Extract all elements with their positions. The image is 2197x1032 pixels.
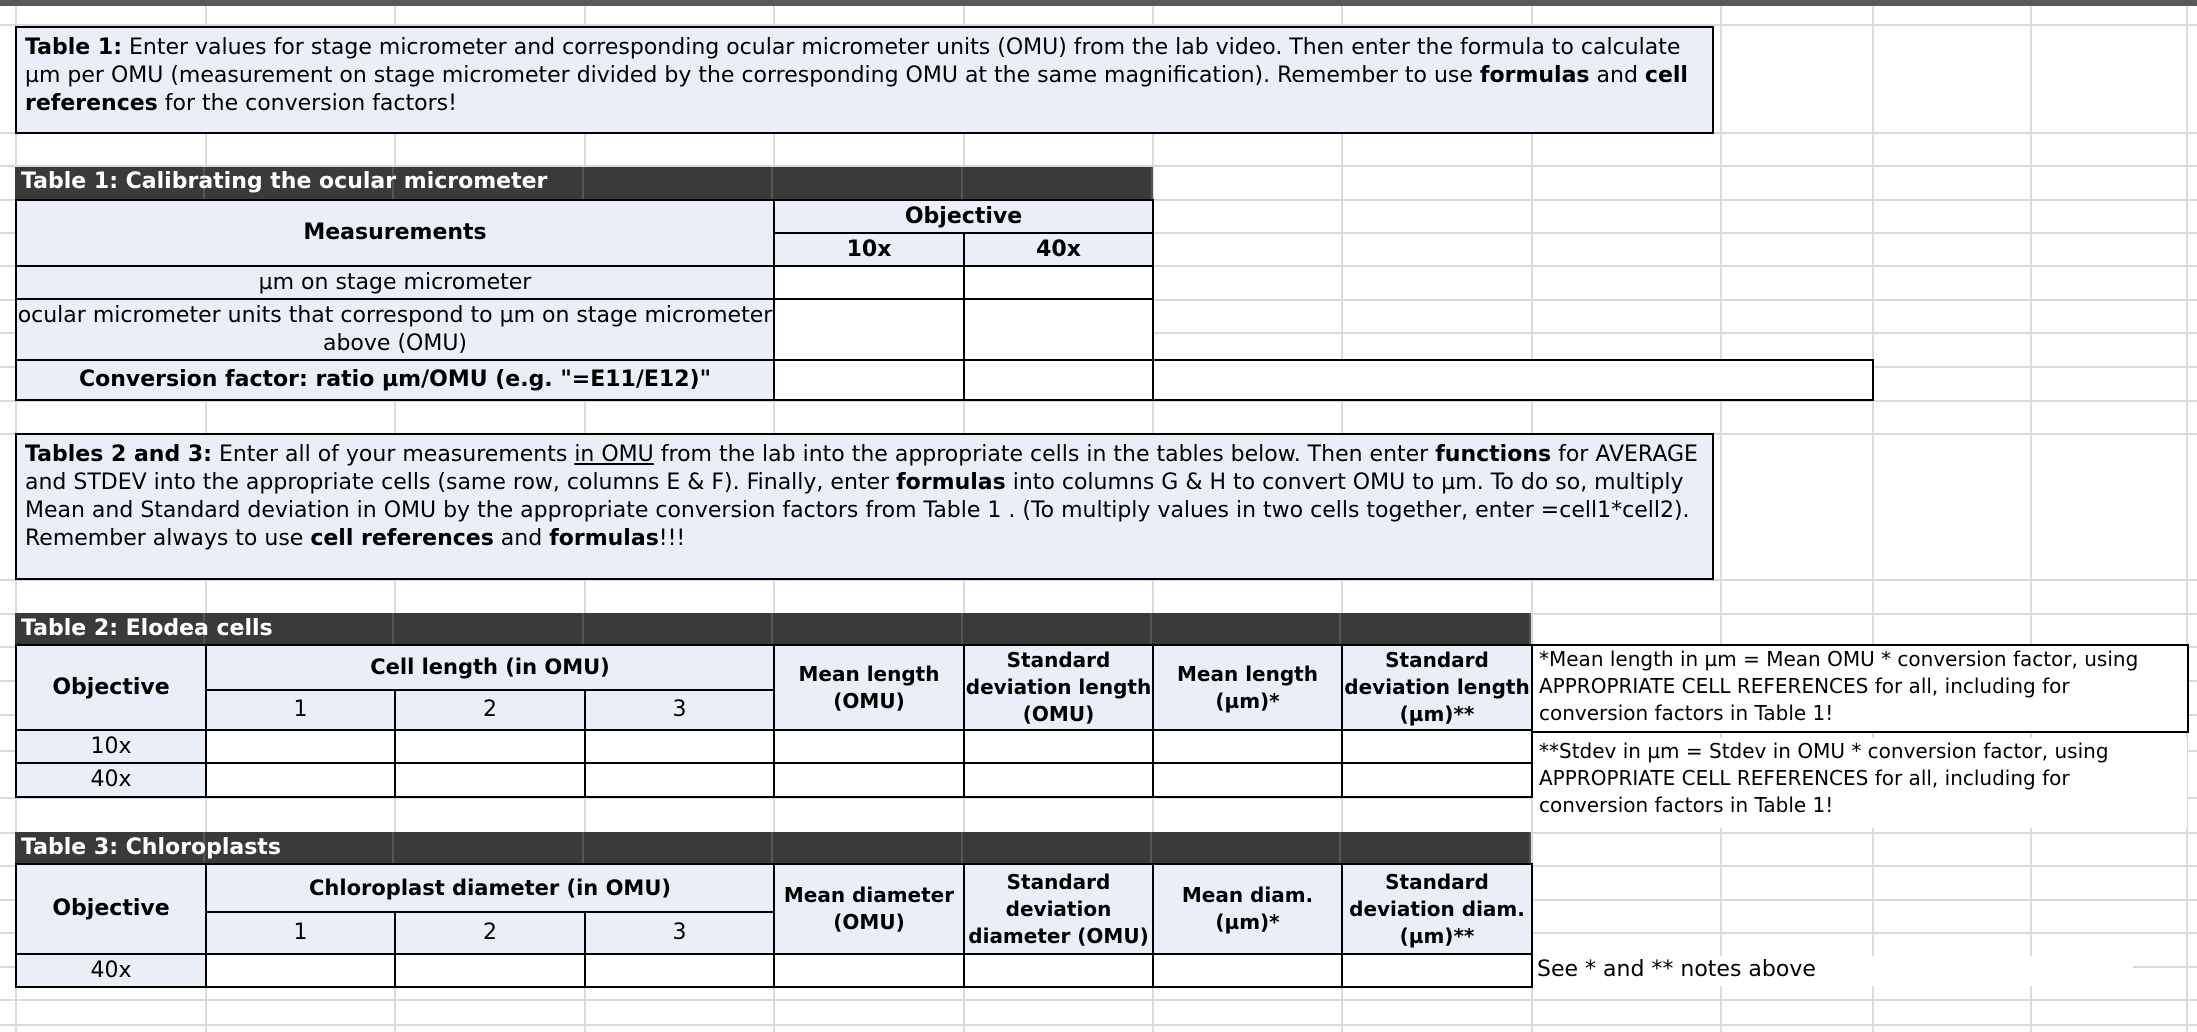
row-label-omu[interactable]: ocular micrometer units that correspond to µm on stage micrometer above (OMU): [15, 298, 775, 361]
t2-input[interactable]: [1152, 729, 1343, 764]
t3-sd-um-header[interactable]: Standard deviation diam. (µm)**: [1341, 863, 1533, 955]
t2-mean-um-header[interactable]: Mean length (µm)*: [1152, 644, 1343, 731]
t3-row-label[interactable]: 40x: [15, 953, 207, 988]
input-conversion-40x[interactable]: [963, 359, 1154, 401]
input-omu-40x[interactable]: [963, 298, 1154, 361]
t3-mean-omu-header[interactable]: Mean diameter (OMU): [773, 863, 965, 955]
tables23-instructions-note[interactable]: Tables 2 and 3: Enter all of your measurements in OMU from the lab into the appropriate cells in the tables below. Then enter functions for AVERAGE and STDEV into the appropriate cells (same row, columns E & F). Finally, enter formulas into columns G & H to convert OMU to µm. To do so, multiply Mean and Standard deviation in OMU by the appropriate conversion factors from Table 1 . (To multiply values in two cells together, enter =cell1*cell2). Remember always to use cell references and formulas!!!: [15, 433, 1714, 580]
table2-header-cell[interactable]: [1341, 613, 1531, 646]
t3-input[interactable]: [1341, 953, 1533, 988]
table1-header-cell[interactable]: [963, 167, 1153, 199]
table1-instructions-note[interactable]: Table 1: Enter values for stage micrometer and corresponding ocular micrometer units (OMU) from the lab video. Then enter the formula to calculate µm per OMU (measurement on stage micrometer divided by the corresponding OMU at the same magnification). Remember to use formulas and cell references for the conversion factors!: [15, 26, 1714, 134]
t2-input[interactable]: [963, 729, 1154, 764]
t2-input[interactable]: [394, 762, 586, 798]
measurements-header[interactable]: Measurements: [15, 199, 775, 267]
t2-input[interactable]: [584, 729, 775, 764]
t3-mean-um-header[interactable]: Mean diam. (µm)*: [1152, 863, 1343, 955]
table3-header-cell[interactable]: [1152, 832, 1341, 865]
table3-header-cell[interactable]: [1341, 832, 1531, 865]
table1-header-cell[interactable]: [773, 167, 963, 199]
t2-note-mean[interactable]: *Mean length in µm = Mean OMU * conversion factor, using APPROPRIATE CELL REFERENCES for all, including for conversion factors in Table 1!: [1531, 644, 2189, 733]
input-conversion-10x[interactable]: [773, 359, 965, 401]
t2-input[interactable]: [205, 762, 396, 798]
row-label-conversion-factor[interactable]: Conversion factor: ratio µm/OMU (e.g. "=E11/E12)": [15, 359, 775, 401]
t2-input[interactable]: [1341, 762, 1533, 798]
t2-sub-header-1[interactable]: 1: [205, 689, 396, 731]
window-top-bar: [0, 0, 2197, 6]
t3-sub-header-3[interactable]: 3: [584, 911, 775, 955]
t3-input[interactable]: [1152, 953, 1343, 988]
col-header-40x[interactable]: 40x: [963, 232, 1154, 267]
table2-title: Table 2: Elodea cells: [21, 616, 273, 641]
t2-input[interactable]: [963, 762, 1154, 798]
table2-header-cell[interactable]: [584, 613, 773, 646]
table1-title: Table 1: Calibrating the ocular micrometer: [21, 169, 548, 194]
t2-input[interactable]: [773, 762, 965, 798]
table3-header-cell[interactable]: [963, 832, 1152, 865]
table2-header-cell[interactable]: [1152, 613, 1341, 646]
t3-sub-header-1[interactable]: 1: [205, 911, 396, 955]
t3-input[interactable]: [394, 953, 586, 988]
input-stage-um-40x[interactable]: [963, 265, 1154, 300]
table2-header-cell[interactable]: [963, 613, 1152, 646]
t2-note-sd[interactable]: **Stdev in µm = Stdev in OMU * conversion factor, using APPROPRIATE CELL REFERENCES for all, including for conversion factors in Table 1!: [1533, 738, 2187, 828]
t2-objective-header[interactable]: Objective: [15, 644, 207, 731]
t3-see-notes[interactable]: See * and ** notes above: [1533, 956, 2133, 986]
t2-input[interactable]: [1152, 762, 1343, 798]
t2-input[interactable]: [773, 729, 965, 764]
table3-title: Table 3: Chloroplasts: [21, 835, 281, 860]
objective-header[interactable]: Objective: [773, 199, 1154, 234]
t2-input[interactable]: [584, 762, 775, 798]
t3-input[interactable]: [205, 953, 396, 988]
table3-header-cell[interactable]: [773, 832, 963, 865]
t2-input[interactable]: [205, 729, 396, 764]
t2-cell-length-header[interactable]: Cell length (in OMU): [205, 644, 775, 691]
t3-objective-header[interactable]: Objective: [15, 863, 207, 955]
input-stage-um-10x[interactable]: [773, 265, 965, 300]
t3-input[interactable]: [963, 953, 1154, 988]
t2-sub-header-2[interactable]: 2: [394, 689, 586, 731]
t2-mean-omu-header[interactable]: Mean length (OMU): [773, 644, 965, 731]
t3-input[interactable]: [773, 953, 965, 988]
t2-sub-header-3[interactable]: 3: [584, 689, 775, 731]
t2-input[interactable]: [1341, 729, 1533, 764]
t2-row-label[interactable]: 10x: [15, 729, 207, 764]
row-label-stage-um[interactable]: µm on stage micrometer: [15, 265, 775, 300]
t2-input[interactable]: [394, 729, 586, 764]
t2-sd-um-header[interactable]: Standard deviation length (µm)**: [1341, 644, 1533, 731]
t2-row-label[interactable]: 40x: [15, 762, 207, 798]
t3-diameter-header[interactable]: Chloroplast diameter (in OMU): [205, 863, 775, 913]
t3-input[interactable]: [584, 953, 775, 988]
input-omu-10x[interactable]: [773, 298, 965, 361]
table3-header-cell[interactable]: [584, 832, 773, 865]
col-header-10x[interactable]: 10x: [773, 232, 965, 267]
t3-sd-omu-header[interactable]: Standard deviation diameter (OMU): [963, 863, 1154, 955]
t2-sd-omu-header[interactable]: Standard deviation length (OMU): [963, 644, 1154, 731]
merged-empty-cell[interactable]: [1152, 359, 1874, 401]
table2-header-cell[interactable]: [773, 613, 963, 646]
t3-sub-header-2[interactable]: 2: [394, 911, 586, 955]
